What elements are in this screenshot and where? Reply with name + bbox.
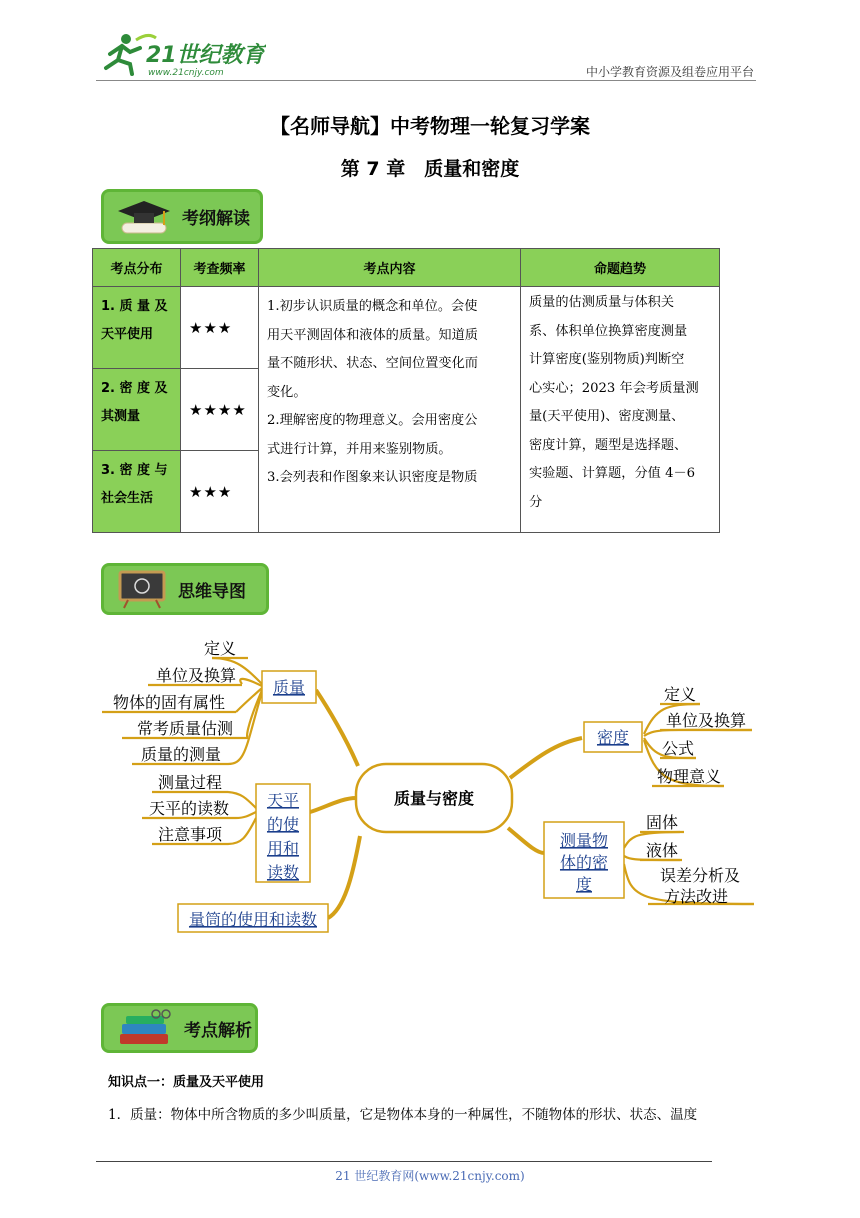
- content-line: 1.初步认识质量的概念和单位。会使: [267, 299, 478, 314]
- knowledge-point-heading: 知识点一：质量及天平使用: [108, 1075, 265, 1090]
- paragraph-text: 1．质量：物体中所含物质的多少叫质量，它是物体本身的一种属性，不随物体的形状、状态、温度: [108, 1107, 698, 1123]
- blackboard-icon: [116, 569, 168, 609]
- trend-line: 质量的估测质量与体积关: [529, 295, 675, 310]
- logo-text: 21世纪教育: [146, 43, 265, 68]
- topic-cell: 1. 质 量 及 天平使用: [93, 287, 181, 369]
- content-line: 变化。: [267, 384, 307, 400]
- trend-line: 分: [529, 494, 543, 510]
- balance-node-label: 的使: [266, 815, 300, 834]
- footer-divider: [96, 1161, 712, 1162]
- balance-node-label: 天平: [266, 791, 300, 810]
- measure-item: 液体: [645, 841, 679, 860]
- density-item: 定义: [663, 685, 697, 704]
- topic-cell: 2. 密 度 及 其测量: [93, 369, 181, 451]
- syllabus-badge: [101, 189, 263, 244]
- balance-item: 测量过程: [157, 773, 223, 792]
- site-logo: [96, 30, 266, 80]
- analysis-badge-label: 考点解析: [184, 1020, 252, 1041]
- content-line: 式进行计算，并用来鉴别物质。: [267, 441, 452, 457]
- mindmap-badge-label: 思维导图: [178, 581, 246, 602]
- balance-item: 天平的读数: [148, 799, 230, 818]
- center-node-label: 质量与密度: [393, 789, 475, 808]
- content-line: 2.理解密度的物理意义。会用密度公: [267, 413, 478, 428]
- graduation-cap-icon: [116, 197, 172, 237]
- analysis-badge: [101, 1003, 258, 1053]
- topic-cell: 3. 密 度 与 社会生活: [93, 451, 181, 533]
- header-platform-text: 中小学教育资源及组卷应用平台: [585, 65, 754, 79]
- trend-line: 心实心；2023 年会考质量测: [529, 380, 699, 396]
- density-item: 单位及换算: [665, 711, 747, 730]
- syllabus-badge-label: 考纲解读: [182, 209, 250, 229]
- trend-line: 计算密度(鉴别物质)判断空: [529, 352, 685, 367]
- balance-node-label: 读数: [266, 863, 300, 882]
- mass-item: 定义: [203, 639, 237, 658]
- trend-line: 量(天平使用)、密度测量、: [529, 409, 685, 424]
- trend-line: 系、体积单位换算密度测量: [529, 323, 688, 339]
- books-icon: [116, 1008, 174, 1048]
- chapter-title: 第 7 章 质量和密度: [340, 158, 520, 180]
- mass-item: 单位及换算: [155, 666, 237, 685]
- trend-line: 密度计算，题型是选择题、: [529, 437, 688, 453]
- mind-map: [96, 628, 760, 948]
- measure-node-label: 测量物: [559, 831, 609, 850]
- trend-cell: [521, 287, 720, 533]
- table-header: 考点分布: [93, 249, 181, 287]
- table-header: 考查频率: [181, 249, 259, 287]
- balance-node-label: 用和: [266, 839, 300, 858]
- density-node-label: 密度: [596, 728, 630, 747]
- footer-text: 21 世纪教育网(www.21cnjy.com): [335, 1169, 525, 1183]
- page-title: 【名师导航】中考物理一轮复习学案: [270, 114, 590, 138]
- balance-item: 注意事项: [157, 825, 223, 844]
- table-header: 考点内容: [259, 249, 521, 287]
- measure-item: 误差分析及: [659, 866, 741, 885]
- table-header: 命题趋势: [521, 249, 720, 287]
- measure-item: 方法改进: [663, 887, 729, 906]
- measure-item: 固体: [645, 813, 679, 832]
- frequency-stars: ★★★★: [181, 369, 259, 451]
- density-item: 物理意义: [656, 767, 722, 786]
- mass-node-label: 质量: [272, 678, 306, 697]
- table-row: [93, 287, 720, 369]
- frequency-stars: ★★★: [181, 451, 259, 533]
- measure-node-label: 度: [575, 875, 593, 894]
- content-line: 用天平测固体和液体的质量。知道质: [267, 327, 478, 343]
- mass-item: 常考质量估测: [136, 719, 234, 738]
- density-item: 公式: [661, 739, 695, 758]
- measure-node-label: 体的密: [559, 853, 609, 872]
- content-line: 量不随形状、状态、空间位置变化而: [267, 356, 478, 371]
- frequency-stars: ★★★: [181, 287, 259, 369]
- logo-url: www.21cnjy.com: [148, 68, 224, 78]
- trend-line: 实验题、计算题，分值 4－6: [529, 466, 696, 481]
- mass-item: 质量的测量: [140, 745, 222, 764]
- mass-item: 物体的固有属性: [112, 693, 226, 712]
- cylinder-node-label: 量筒的使用和读数: [188, 910, 318, 929]
- syllabus-table: [92, 248, 720, 533]
- mindmap-badge: [101, 563, 269, 615]
- content-line: 3.会列表和作图象来认识密度是物质: [267, 470, 478, 485]
- header-divider: [96, 80, 756, 81]
- content-cell: [259, 287, 521, 533]
